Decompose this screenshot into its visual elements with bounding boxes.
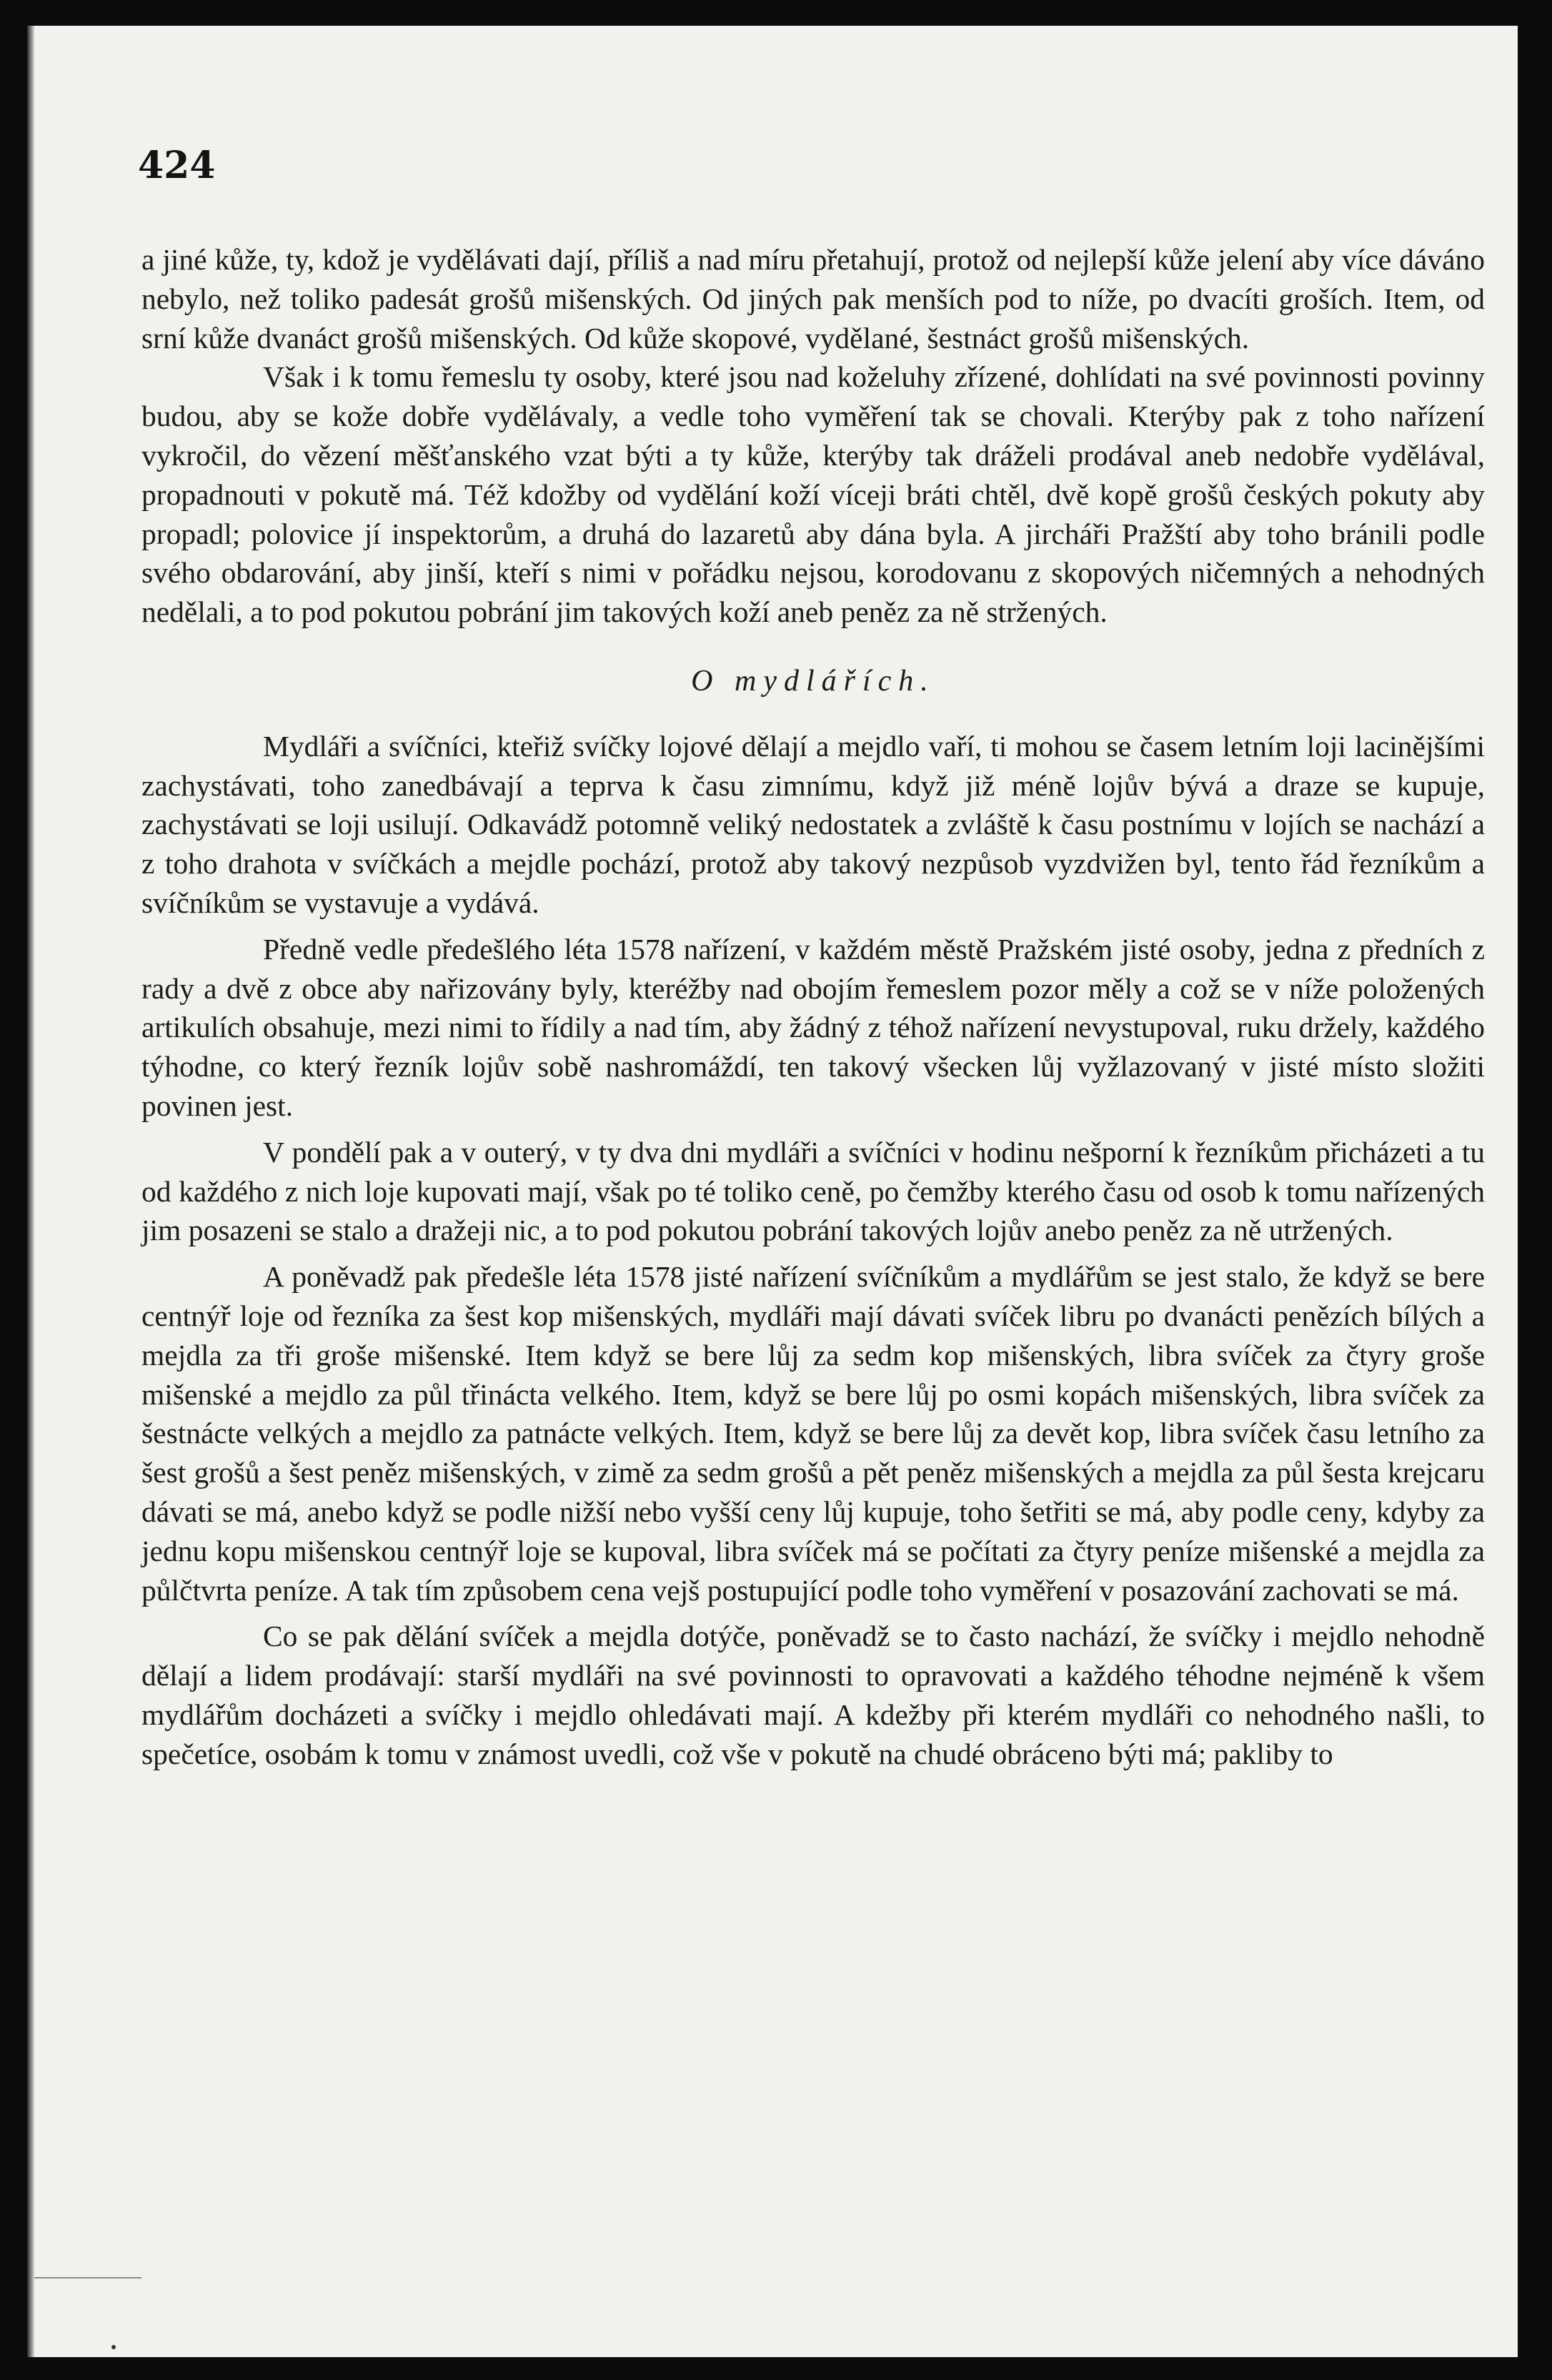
- document-page: [27, 26, 1518, 2357]
- body-text: [141, 240, 1485, 1773]
- paragraph-appointed-persons: Předně vedle předešlého léta 1578 nařízení, v každém městě Pražském jisté osoby, jedna z předních z rady a dvě z obce aby nařizovány byly, kteréžby nad obojím řemeslem pozor měly a což se v níže položených artikulích obsahuje, mezi nimi to řídily a nad tím, aby žádný z téhož nařízení nevystupoval, ruku držely, každého týhodne, co který řezník lojův sobě nashromáždí, ten takový všecken lůj vyžlazovaný v jisté místo složiti povinen jest.: [141, 932, 1485, 1122]
- section-heading: O mydlářích.: [691, 664, 935, 698]
- page-edge-shadow: [27, 26, 34, 2357]
- paragraph-tanners-oversight: Však i k tomu řemeslu ty osoby, které jsou nad koželuhy zřízené, dohlídati na své povinnosti povinny budou, aby se kože dobře vydělávaly, a vedle toho vyměření tak se chovali. Kterýby pak z toho nařízení vykročil, do vězení měšťanského vzat býti a ty kůže, kterýby tak dráželi prodával aneb nedobře vydělával, propadnouti v pokutě má. Též kdožby od vydělání koží víceji bráti chtěl, dvě kopě grošů českých pokuty aby propadl; polovice jí inspektorům, a druhá do lazaretů aby dána byla. A jircháři Pražští aby toho bránili podle svého obdarování, aby jinší, kteří s nimi v pořádku nejsou, korodovanu z skopových ničemných a nehodných nedělali, a to pod pokutou pobrání jim takových koží aneb peněz za ně stržených.: [141, 360, 1485, 629]
- paragraph-price-table: A poněvadž pak předešle léta 1578 jisté nařízení svíčníkům a mydlářům se jest stalo, že když se bere centnýř loje od řezníka za šest kop mišenských, mydláři mají dávati svíček libru po dvanácti penězích bílých a mejdla za tři groše mišenské. Item když se bere lůj za sedm kop mišenských, libra svíček za čtyry groše mišenské a mejdlo za půl třinácta velkého. Item, když se bere lůj po osmi kopách mišenských, libra svíček za šestnácte velkých a mejdlo za patnácte velkých. Item, když se bere lůj za devět kop, libra svíček času letního za šest grošů a šest peněz mišenských, v zimě za sedm grošů a pět peněz mišenských a mejdla za půl šesta krejcaru dávati se má, anebo když se podle nižší nebo vyšší ceny lůj kupuje, toho šetřiti se má, aby podle ceny, kdyby za jednu kopu mišenskou centnýř loje se kupoval, libra svíček má se počítati za čtyry peníze mišenské a mejdla za půlčtvrta peníze. A tak tím způsobem cena vejš postupující podle toho vyměření v posazování zachovati se má.: [141, 1260, 1485, 1607]
- paragraph-quality-inspection: Co se pak dělání svíček a mejdla dotýče, poněvadž se to často nachází, že svíčky i mejdlo nehodně dělají a lidem prodávají: starší mydláři na své povinnosti to opravovati a každého téhodne nejméně k všem mydlářům docházeti a svíčky i mejdlo ohledávati mají. A kdežby při kterém mydláři co nehodného našli, to spečetíce, osobám k tomu v známost uvedli, což vše v pokutě na chudé obráceno býti má; pakliby to: [141, 1620, 1485, 1770]
- paragraph-continuation: a jiné kůže, ty, kdož je vydělávati dají, příliš a nad míru přetahují, protož od nejlepší kůže jelení aby více dáváno nebylo, než toliko padesát grošů mišenských. Od jiných pak menších pod to níže, po dvacíti groších. Item, od srní kůže dvanáct grošů mišenských. Od kůže skopové, vydělané, šestnáct grošů mišenských.: [141, 243, 1485, 354]
- paragraph-purchase-days: V pondělí pak a v outerý, v ty dva dni mydláři a svíčníci v hodinu nešporní k řezníkům přicházeti a tu od každého z nich loje kupovati mají, však po té toliko ceně, po čemžby kterého času od osob k tomu nařízených jim posazeni se stalo a dražeji nic, a to pod pokutou pobrání takových lojův anebo peněz za ně utržených.: [141, 1135, 1485, 1247]
- paragraph-soapmakers-intro: Mydláři a svíčníci, kteřiž svíčky lojové dělají a mejdlo vaří, ti mohou se časem letním loji lacinějšími zachystávati, toho zanedbávají a teprva k času zimnímu, když již méně lojův bývá a draze se kupuje, zachystávati se loji usilují. Odkavádž potomně veliký nedostatek a zvláště k času postnímu v lojích se nachází a z toho drahota v svíčkách a mejdle pochází, protož aby takový nezpůsob vyzdvižen byl, tento řád řezníkům a svíčníkům se vystavuje a vydává.: [141, 729, 1485, 919]
- page-number: 424: [138, 144, 216, 187]
- margin-rule: [34, 2277, 141, 2279]
- print-speck: [111, 2345, 116, 2349]
